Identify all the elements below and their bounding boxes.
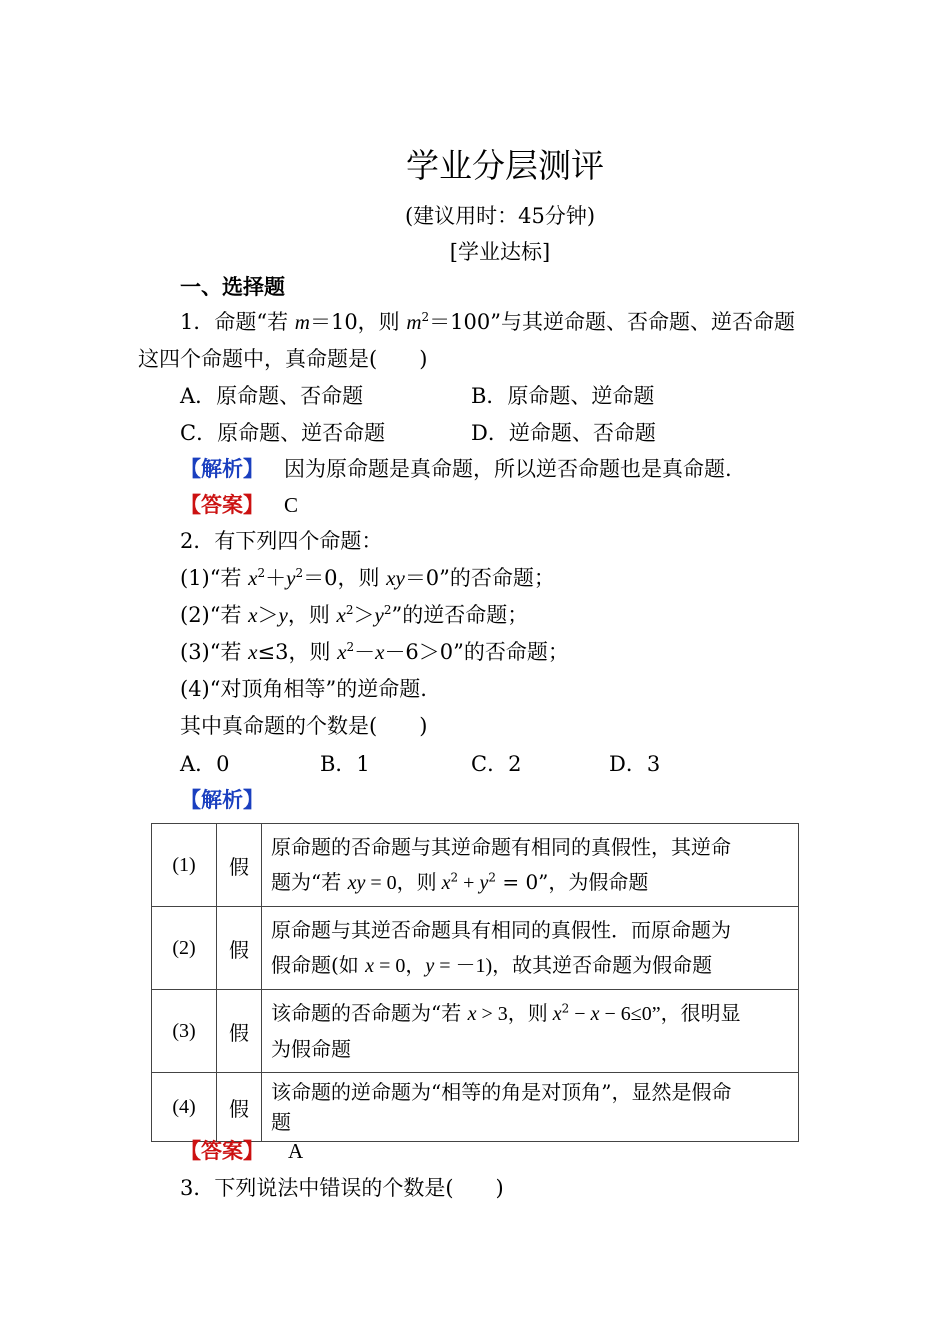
row-number: (3) (152, 990, 217, 1073)
row-explanation: 原命题的否命题与其逆命题有相同的真假性，其逆命 题为“若 xy = 0，则 $x^2 + y^2 = 0$”，为假命题 (262, 824, 799, 907)
q2-option-b: B．1 (320, 752, 370, 776)
q2-item-1: (1)“若 $x^2+y^2=0$，则 xy＝0”的否命题； (180, 566, 555, 590)
row-number: (4) (152, 1073, 217, 1142)
q2-item-4: (4)“对顶角相等”的逆命题. (180, 677, 427, 701)
answer-label: 【答案】 (180, 1138, 264, 1163)
q2-option-c: C．2 (471, 752, 522, 776)
analysis-label: 【解析】 (180, 456, 264, 481)
row-verdict: 假 (217, 907, 262, 990)
q1-option-c: C．原命题、逆否命题 (180, 421, 386, 445)
row-explanation: 该命题的逆命题为“相等的角是对顶角”，显然是假命 题 (262, 1073, 799, 1142)
analysis-table (151, 823, 799, 1142)
row-explanation: 原命题与其逆否命题具有相同的真假性．而原命题为 假命题(如 x = 0，y = －1)，故其逆否命题为假命题 (262, 907, 799, 990)
q1-option-d: D．逆命题、否命题 (471, 421, 656, 445)
q2-analysis-label: 【解析】 (180, 787, 264, 812)
section-tag: [学业达标] (449, 240, 551, 264)
q1-answer: 【答案】 C (180, 492, 299, 517)
table-row (152, 1073, 799, 1142)
table-row (152, 990, 799, 1073)
row-verdict: 假 (217, 1073, 262, 1142)
q2-item-3: (3)“若 x≤3，则 $x^2-x-6>0$”的否命题； (180, 640, 569, 664)
q1-stem-line2: 这四个命题中，真命题是( ) (138, 347, 428, 371)
table-row (152, 824, 799, 907)
q1-analysis: 【解析】 因为原命题是真命题，所以逆否命题也是真命题. (180, 456, 732, 481)
row-explanation: 该命题的否命题为“若 x > 3，则 $x^2 - x - 6\le 0$”，很明显 为假命题 (262, 990, 799, 1073)
section-heading: 一、选择题 (180, 274, 285, 299)
q1-option-b: B．原命题、逆命题 (471, 384, 655, 408)
q2-stem: 2．有下列四个命题： (180, 529, 383, 553)
page-title: 学业分层测评 (406, 146, 604, 185)
q1-option-a: A．原命题、否命题 (180, 384, 364, 408)
row-verdict: 假 (217, 824, 262, 907)
q2-answer: 【答案】 A (180, 1138, 304, 1163)
row-number: (1) (152, 824, 217, 907)
q2-option-a: A．0 (180, 752, 230, 776)
q2-option-d: D．3 (609, 752, 661, 776)
q2-item-2: (2)“若 x＞y，则 $x^2>y^2$”的逆否命题； (180, 603, 529, 627)
row-verdict: 假 (217, 990, 262, 1073)
q2-ask: 其中真命题的个数是( ) (180, 714, 428, 738)
answer-label: 【答案】 (180, 492, 264, 517)
table-row (152, 907, 799, 990)
q3-stem: 3．下列说法中错误的个数是( ) (180, 1176, 504, 1200)
time-hint: (建议用时：45分钟) (404, 204, 596, 228)
row-number: (2) (152, 907, 217, 990)
q1-stem-line1: 1．命题“若 m＝10，则 $m^2=100$”与其逆命题、否命题、逆否命题 (180, 310, 795, 334)
